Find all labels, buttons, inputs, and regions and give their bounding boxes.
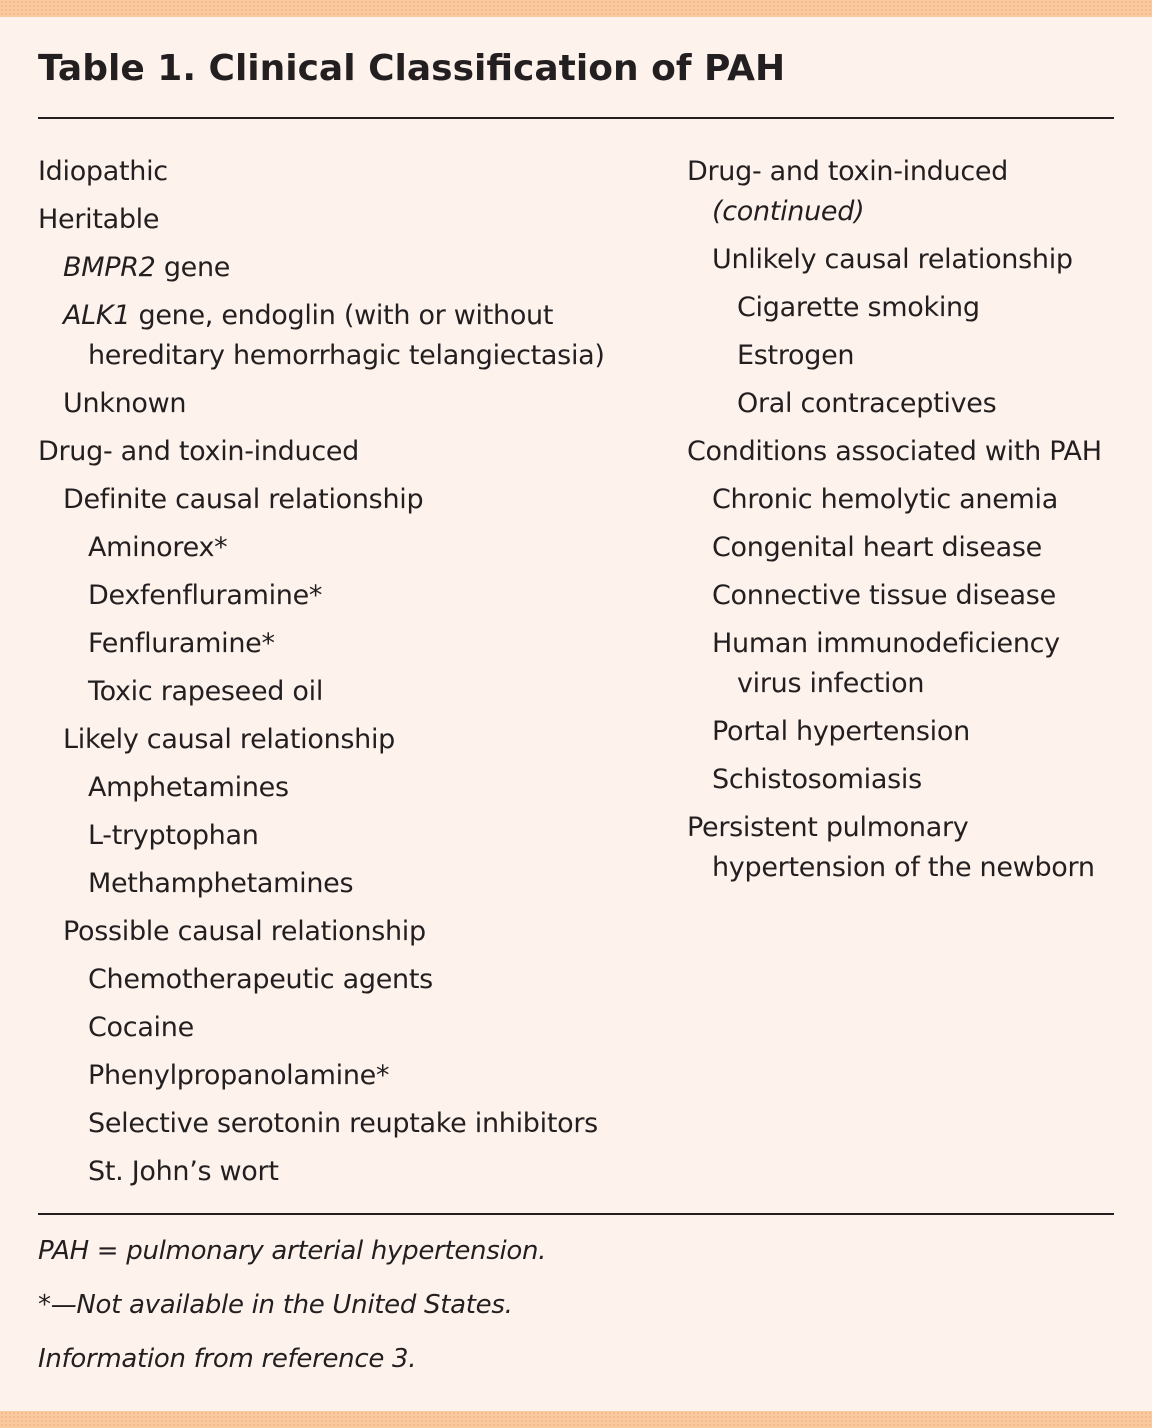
- list-item: L-tryptophan: [88, 820, 259, 851]
- list-item: Fenfluramine*: [88, 628, 275, 659]
- category-label: Drug- and toxin-induced: [687, 156, 1009, 187]
- pphn-line1: Persistent pulmonary: [687, 812, 969, 843]
- table-title: Table 1. Clinical Classification of PAH: [38, 48, 786, 89]
- hiv-line2: virus infection: [737, 668, 925, 699]
- list-item: St. John’s wort: [88, 1156, 279, 1187]
- category-drug-toxin: Drug- and toxin-induced: [38, 436, 360, 467]
- subcategory-unlikely: Unlikely causal relationship: [712, 244, 1073, 275]
- list-item: Oral contraceptives: [737, 388, 997, 419]
- list-item: Connective tissue disease: [712, 580, 1056, 611]
- list-item: Dexfenfluramine*: [88, 580, 323, 611]
- list-item: Portal hypertension: [712, 716, 970, 747]
- gene-name-bmpr2: BMPR2: [63, 252, 156, 283]
- pphn-line2: hypertension of the newborn: [712, 852, 1095, 883]
- list-item: Cigarette smoking: [737, 292, 980, 323]
- subcategory-possible: Possible causal relationship: [63, 916, 426, 947]
- list-item: Estrogen: [737, 340, 855, 371]
- footnote-asterisk: *—Not available in the United States.: [38, 1290, 513, 1320]
- subcategory-likely: Likely causal relationship: [63, 724, 395, 755]
- left-column: [38, 152, 668, 1200]
- list-item: Cocaine: [88, 1012, 194, 1043]
- subcategory-definite: Definite causal relationship: [63, 484, 424, 515]
- category-idiopathic: Idiopathic: [38, 156, 168, 187]
- footnote-reference: Information from reference 3.: [38, 1344, 417, 1374]
- list-item-hiv: [687, 624, 1127, 704]
- list-item: Aminorex*: [88, 532, 228, 563]
- category-drug-toxin-continued: [687, 152, 1127, 232]
- list-item: Chemotherapeutic agents: [88, 964, 433, 995]
- list-item: Chronic hemolytic anemia: [712, 484, 1058, 515]
- list-item: Amphetamines: [88, 772, 289, 803]
- list-item: Selective serotonin reuptake inhibitors: [88, 1108, 598, 1139]
- top-decorative-stripe: [0, 0, 1152, 17]
- subitem-alk1: [38, 296, 668, 376]
- list-item: Congenital heart disease: [712, 532, 1042, 563]
- hiv-line1: Human immunodeficiency: [712, 628, 1060, 659]
- list-item: Schistosomiasis: [712, 764, 922, 795]
- category-conditions: Conditions associated with PAH: [687, 436, 1102, 467]
- continued-label: (continued): [712, 196, 865, 227]
- title-divider: [38, 117, 1114, 119]
- alk1-text-line2: hereditary hemorrhagic telangiectasia): [88, 340, 605, 371]
- category-pphn: [687, 808, 1127, 888]
- footer-divider: [38, 1213, 1114, 1215]
- subitem-unknown: Unknown: [63, 388, 187, 419]
- bottom-decorative-stripe: [0, 1411, 1152, 1428]
- gene-name-alk1: ALK1: [63, 300, 131, 331]
- list-item: Phenylpropanolamine*: [88, 1060, 390, 1091]
- footnote-abbreviation: PAH = pulmonary arterial hypertension.: [38, 1236, 547, 1266]
- subitem-bmpr2: [38, 248, 668, 288]
- category-heritable: Heritable: [38, 204, 160, 235]
- alk1-text-line1: gene, endoglin (with or without: [130, 300, 554, 331]
- list-item: Methamphetamines: [88, 868, 354, 899]
- list-item: Toxic rapeseed oil: [88, 676, 324, 707]
- gene-suffix: gene: [155, 252, 231, 283]
- right-column: [687, 152, 1127, 896]
